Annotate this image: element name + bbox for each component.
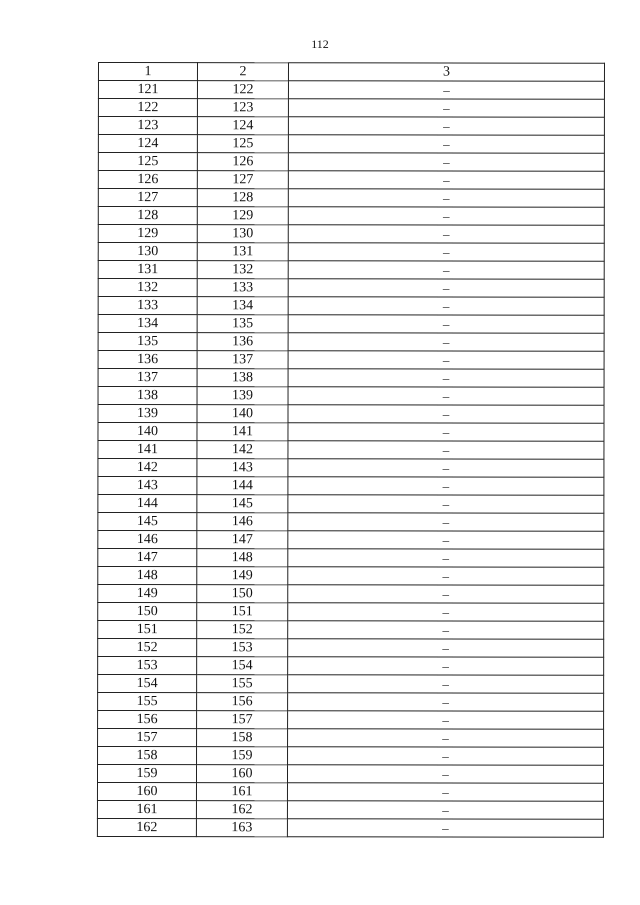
table-cell-col-1: 125	[98, 153, 197, 171]
page-number: 112	[311, 37, 329, 51]
table-cell-col-2: 161	[196, 783, 287, 801]
table-cell-col-3: –	[287, 783, 603, 801]
table-cell-col-1: 152	[98, 639, 197, 657]
table-cell-col-2: 151	[197, 603, 288, 621]
table-cell-col-3: –	[288, 531, 604, 549]
table-cell-col-3: –	[288, 423, 604, 441]
table-cell-col-2: 131	[197, 243, 288, 261]
table-row	[98, 477, 604, 496]
table-cell-col-2: 130	[197, 225, 288, 243]
table-cell-col-3: –	[287, 765, 603, 783]
table-cell-col-3: –	[287, 819, 603, 837]
table-cell-col-1: 122	[98, 99, 197, 117]
table-row	[98, 423, 604, 442]
table-cell-col-1: 124	[98, 135, 197, 153]
table-cell-col-3: –	[288, 117, 604, 135]
table-cell-col-1: 137	[98, 369, 197, 387]
table-cell-col-3: –	[288, 459, 604, 477]
table-cell-col-2: 154	[197, 657, 288, 675]
table-row	[98, 261, 604, 280]
table-cell-col-2: 135	[197, 315, 288, 333]
table-row	[97, 801, 603, 820]
table-cell-col-1: 150	[98, 603, 197, 621]
column-header-2: 2	[197, 63, 288, 81]
table-cell-col-3: –	[288, 549, 604, 567]
table-cell-col-1: 128	[98, 207, 197, 225]
table-cell-col-3: –	[288, 747, 604, 765]
table-cell-col-3: –	[288, 603, 604, 621]
table-cell-col-2: 148	[197, 549, 288, 567]
table-cell-col-1: 143	[98, 477, 197, 495]
table-cell-col-2: 133	[197, 279, 288, 297]
table-row	[98, 135, 604, 154]
table-cell-col-1: 151	[98, 621, 197, 639]
table-cell-col-3: –	[288, 693, 604, 711]
table-cell-col-1: 159	[97, 765, 196, 783]
table-row	[98, 657, 604, 676]
table-cell-col-3: –	[288, 189, 604, 207]
table-cell-col-2: 158	[197, 729, 288, 747]
table-row	[98, 531, 604, 550]
table-row	[98, 711, 604, 730]
data-table	[97, 62, 605, 838]
table-cell-col-2: 143	[197, 459, 288, 477]
table-cell-col-1: 155	[98, 693, 197, 711]
table-cell-col-3: –	[288, 225, 604, 243]
table-cell-col-3: –	[288, 279, 604, 297]
table-row	[98, 189, 604, 208]
column-header-1: 1	[98, 63, 197, 81]
table-cell-col-1: 158	[98, 747, 197, 765]
table-cell-col-2: 147	[197, 531, 288, 549]
table-row	[98, 747, 604, 766]
table-cell-col-3: –	[288, 243, 604, 261]
table-row	[98, 441, 604, 460]
table-header-row	[98, 63, 604, 82]
table-cell-col-1: 133	[98, 297, 197, 315]
table-cell-col-1: 161	[97, 801, 196, 819]
table-cell-col-1: 136	[98, 351, 197, 369]
table-cell-col-3: –	[288, 729, 604, 747]
table-cell-col-2: 144	[197, 477, 288, 495]
table-cell-col-2: 150	[197, 585, 288, 603]
table-row	[98, 225, 604, 244]
table-row	[98, 603, 604, 622]
table-row	[98, 513, 604, 532]
table-cell-col-1: 148	[98, 567, 197, 585]
table-cell-col-1: 153	[98, 657, 197, 675]
table-cell-col-2: 136	[197, 333, 288, 351]
table-row	[97, 783, 603, 802]
table-row	[97, 818, 603, 837]
table-cell-col-2: 156	[197, 693, 288, 711]
table-cell-col-1: 132	[98, 279, 197, 297]
table-cell-col-2: 153	[197, 639, 288, 657]
table-cell-col-3: –	[288, 477, 604, 495]
table-cell-col-1: 138	[98, 387, 197, 405]
table-row	[98, 279, 604, 298]
table-cell-col-3: –	[288, 585, 604, 603]
table-row	[98, 567, 604, 586]
table-row	[98, 243, 604, 262]
table-cell-col-2: 149	[197, 567, 288, 585]
table-cell-col-3: –	[288, 675, 604, 693]
table-row	[98, 405, 604, 424]
table-cell-col-2: 162	[196, 801, 287, 819]
table-cell-col-1: 156	[98, 711, 197, 729]
table-cell-col-1: 134	[98, 315, 197, 333]
table-cell-col-1: 160	[97, 783, 196, 801]
table-cell-col-2: 129	[197, 207, 288, 225]
table-cell-col-2: 145	[197, 495, 288, 513]
table-cell-col-2: 122	[197, 81, 288, 99]
table-cell-col-1: 149	[98, 585, 197, 603]
table-cell-col-3: –	[288, 387, 604, 405]
table-cell-col-3: –	[288, 351, 604, 369]
table-cell-col-3: –	[288, 135, 604, 153]
table-cell-col-2: 134	[197, 297, 288, 315]
table-cell-col-1: 144	[98, 495, 197, 513]
table-row	[98, 729, 604, 748]
table-row	[98, 549, 604, 568]
table-cell-col-2: 146	[197, 513, 288, 531]
table-cell-col-3: –	[287, 801, 603, 819]
table-cell-col-1: 141	[98, 441, 197, 459]
table-cell-col-1: 147	[98, 549, 197, 567]
table-row	[98, 81, 604, 100]
table-cell-col-3: –	[288, 369, 604, 387]
table-row	[98, 171, 604, 190]
table-row	[98, 99, 604, 118]
table-row	[98, 675, 604, 694]
table-row	[98, 387, 604, 406]
table-cell-col-1: 142	[98, 459, 197, 477]
table-row	[97, 765, 603, 784]
table-cell-col-2: 141	[197, 423, 288, 441]
table-row	[98, 315, 604, 334]
table-row	[98, 117, 604, 136]
table-cell-col-2: 159	[197, 747, 288, 765]
table-cell-col-3: –	[288, 261, 604, 279]
table-cell-col-3: –	[288, 495, 604, 513]
table-cell-col-1: 131	[98, 261, 197, 279]
table-row	[98, 621, 604, 640]
table-row	[98, 351, 604, 370]
table-cell-col-3: –	[288, 621, 604, 639]
table-cell-col-1: 121	[98, 81, 197, 99]
table-row	[98, 369, 604, 388]
table-cell-col-3: –	[288, 405, 604, 423]
table-cell-col-2: 127	[197, 171, 288, 189]
table-cell-col-2: 124	[197, 117, 288, 135]
table-row	[98, 585, 604, 604]
table-cell-col-1: 157	[98, 729, 197, 747]
table-cell-col-2: 138	[197, 369, 288, 387]
table-cell-col-2: 155	[197, 675, 288, 693]
table-cell-col-3: –	[288, 711, 604, 729]
table-row	[98, 459, 604, 478]
table-cell-col-3: –	[288, 207, 604, 225]
table-cell-col-2: 139	[197, 387, 288, 405]
table-cell-col-2: 152	[197, 621, 288, 639]
table-cell-col-1: 139	[98, 405, 197, 423]
table-cell-col-2: 123	[197, 99, 288, 117]
table-cell-col-1: 145	[98, 513, 197, 531]
table-cell-col-2: 163	[196, 819, 287, 837]
table-row	[98, 297, 604, 316]
table-cell-col-1: 135	[98, 333, 197, 351]
table-cell-col-3: –	[288, 567, 604, 585]
table-cell-col-2: 142	[197, 441, 288, 459]
table-cell-col-1: 162	[97, 818, 196, 836]
table-cell-col-3: –	[288, 153, 604, 171]
table-cell-col-3: –	[288, 333, 604, 351]
table-row	[98, 207, 604, 226]
table-row	[98, 153, 604, 172]
table-cell-col-3: –	[288, 81, 604, 99]
table-cell-col-1: 129	[98, 225, 197, 243]
table-row	[98, 333, 604, 352]
table-cell-col-2: 160	[196, 765, 287, 783]
table-row	[98, 693, 604, 712]
table-cell-col-1: 126	[98, 171, 197, 189]
table-cell-col-3: –	[288, 171, 604, 189]
table-cell-col-3: –	[288, 657, 604, 675]
column-header-3: 3	[288, 63, 604, 81]
table-cell-col-2: 125	[197, 135, 288, 153]
table-cell-col-2: 137	[197, 351, 288, 369]
table-cell-col-3: –	[288, 297, 604, 315]
table-cell-col-1: 154	[98, 675, 197, 693]
table-cell-col-1: 146	[98, 531, 197, 549]
table-row	[98, 495, 604, 514]
table-cell-col-3: –	[288, 513, 604, 531]
table-cell-col-3: –	[288, 315, 604, 333]
table-cell-col-1: 123	[98, 117, 197, 135]
table-cell-col-2: 140	[197, 405, 288, 423]
table-cell-col-2: 126	[197, 153, 288, 171]
table-cell-col-1: 130	[98, 243, 197, 261]
table-cell-col-3: –	[288, 441, 604, 459]
table-cell-col-3: –	[288, 639, 604, 657]
table-cell-col-2: 132	[197, 261, 288, 279]
table-body	[97, 81, 604, 838]
table-cell-col-3: –	[288, 99, 604, 117]
table-cell-col-2: 128	[197, 189, 288, 207]
table-cell-col-2: 157	[197, 711, 288, 729]
table-cell-col-1: 127	[98, 189, 197, 207]
table-row	[98, 639, 604, 658]
table-cell-col-1: 140	[98, 423, 197, 441]
